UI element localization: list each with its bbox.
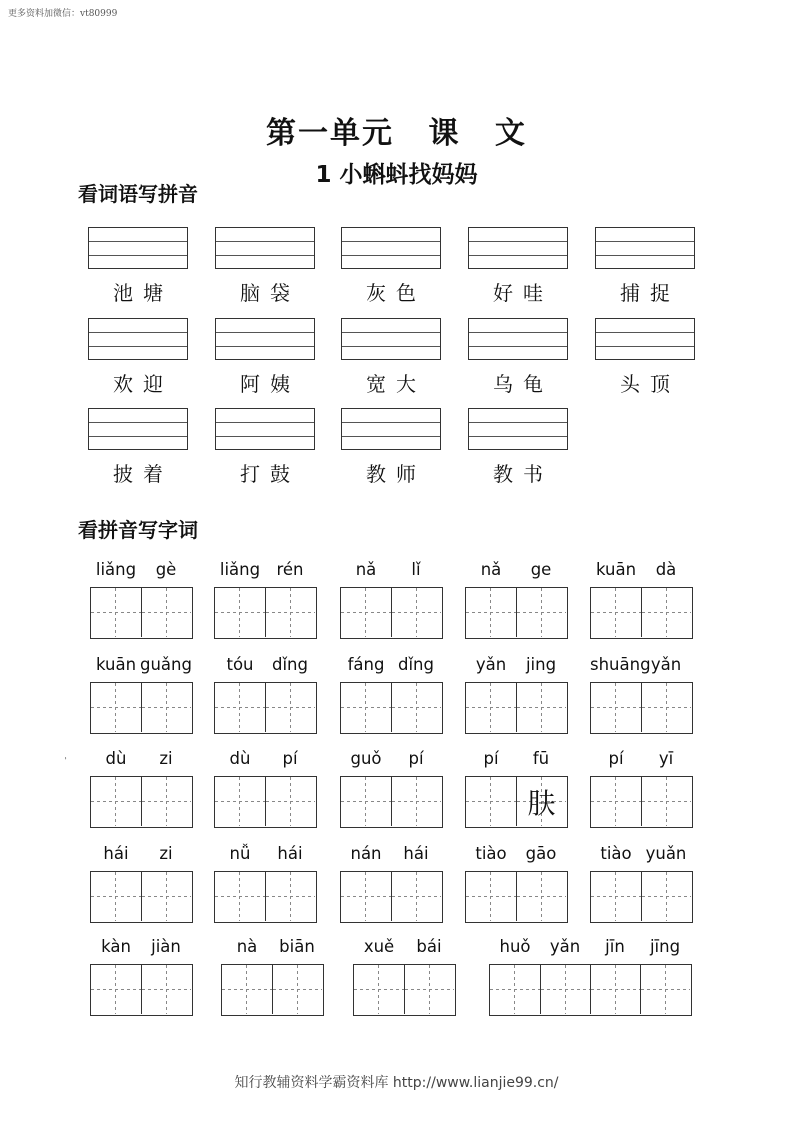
- character-writing-grid: [465, 587, 568, 639]
- character-cell[interactable]: [590, 965, 640, 1014]
- pinyin-label: liǎng: [219, 560, 261, 579]
- pinyin-label: yǎn: [475, 655, 507, 674]
- character-writing-grid: [590, 587, 693, 639]
- pinyin-label: gè: [155, 560, 177, 579]
- character-cell[interactable]: [591, 588, 641, 637]
- pinyin-writing-box[interactable]: [468, 408, 568, 450]
- pinyin-label: ge: [530, 560, 552, 579]
- pinyin-label: rén: [276, 560, 304, 579]
- vocab-word: 头顶: [620, 372, 680, 396]
- character-cell[interactable]: [341, 872, 391, 921]
- character-writing-grid: [90, 587, 193, 639]
- pinyin-label: kuān: [95, 655, 137, 674]
- character-writing-grid: [214, 871, 317, 923]
- vocab-word: 好哇: [493, 281, 553, 305]
- character-cell[interactable]: [141, 965, 191, 1014]
- pinyin-label: jīng: [649, 937, 681, 956]
- pinyin-label: tiào: [600, 844, 632, 863]
- character-cell[interactable]: [265, 872, 315, 921]
- character-writing-grid: [590, 682, 693, 734]
- character-cell[interactable]: [215, 588, 265, 637]
- character-cell[interactable]: [641, 872, 691, 921]
- pinyin-label: yuǎn: [645, 844, 687, 863]
- character-writing-grid: [340, 682, 443, 734]
- character-writing-grid: [590, 871, 693, 923]
- character-writing-grid: [340, 776, 443, 828]
- pinyin-label: nà: [236, 937, 258, 956]
- vocab-word: 阿姨: [240, 372, 300, 396]
- character-cell[interactable]: [272, 965, 322, 1014]
- pinyin-label: fū: [532, 749, 550, 768]
- pinyin-writing-box[interactable]: [341, 408, 441, 450]
- pinyin-writing-box[interactable]: [88, 318, 188, 360]
- pinyin-label: bái: [416, 937, 442, 956]
- pinyin-writing-box[interactable]: [468, 318, 568, 360]
- pinyin-writing-box[interactable]: [341, 227, 441, 269]
- pinyin-label: pí: [282, 749, 298, 768]
- page-title: 第一单元 课 文: [266, 116, 527, 151]
- pinyin-label: gāo: [525, 844, 557, 863]
- character-cell[interactable]: [466, 588, 516, 637]
- pinyin-label: guǒ: [350, 749, 382, 768]
- pinyin-label: biān: [279, 937, 315, 956]
- pinyin-writing-box[interactable]: [215, 318, 315, 360]
- character-cell[interactable]: [591, 777, 641, 826]
- character-cell[interactable]: [404, 965, 454, 1014]
- character-writing-grid: [90, 964, 193, 1016]
- character-cell[interactable]: [265, 683, 315, 732]
- character-cell[interactable]: [591, 872, 641, 921]
- vocab-word: 灰色: [366, 281, 426, 305]
- character-cell[interactable]: [391, 777, 441, 826]
- pinyin-label: xuě: [363, 937, 395, 956]
- character-cell[interactable]: [490, 965, 540, 1014]
- character-writing-grid: [214, 776, 317, 828]
- pinyin-label: pí: [408, 749, 424, 768]
- character-cell[interactable]: [466, 777, 516, 826]
- character-cell[interactable]: [641, 777, 691, 826]
- character-cell[interactable]: [516, 588, 566, 637]
- pinyin-label: pí: [483, 749, 499, 768]
- character-writing-grid: [90, 871, 193, 923]
- pinyin-label: tóu: [226, 655, 254, 674]
- vocab-word: 打鼓: [240, 462, 300, 486]
- pinyin-label: nǎ: [355, 560, 377, 579]
- character-writing-grid: [465, 776, 568, 828]
- character-writing-grid: [340, 587, 443, 639]
- character-cell[interactable]: [91, 683, 141, 732]
- vocab-word: 池塘: [113, 281, 173, 305]
- character-cell[interactable]: [341, 588, 391, 637]
- character-cell[interactable]: [141, 777, 191, 826]
- pinyin-label: dǐng: [272, 655, 308, 674]
- character-writing-grid: [489, 964, 692, 1016]
- character-writing-grid: [590, 776, 693, 828]
- pinyin-label: yǎn: [549, 937, 581, 956]
- pinyin-label: hái: [103, 844, 129, 863]
- character-cell[interactable]: [215, 777, 265, 826]
- character-cell[interactable]: [265, 777, 315, 826]
- character-cell[interactable]: [391, 588, 441, 637]
- character-cell[interactable]: [540, 965, 590, 1014]
- pinyin-label: jiàn: [151, 937, 181, 956]
- pinyin-label: fáng: [347, 655, 385, 674]
- character-cell[interactable]: [91, 777, 141, 826]
- character-cell[interactable]: [354, 965, 404, 1014]
- pinyin-label: nǚ: [229, 844, 251, 863]
- pinyin-writing-box[interactable]: [468, 227, 568, 269]
- character-writing-grid: [465, 682, 568, 734]
- section-heading-write-pinyin: 看词语写拼音: [78, 182, 198, 206]
- character-cell[interactable]: [641, 588, 691, 637]
- character-cell[interactable]: [466, 683, 516, 732]
- vocab-word: 脑袋: [240, 281, 300, 305]
- pinyin-label: pí: [608, 749, 624, 768]
- character-cell[interactable]: [141, 872, 191, 921]
- character-cell[interactable]: [91, 965, 141, 1014]
- character-writing-grid: [465, 871, 568, 923]
- pinyin-label: zi: [159, 749, 173, 768]
- pinyin-label: dù: [229, 749, 251, 768]
- character-cell[interactable]: [516, 683, 566, 732]
- character-cell[interactable]: [641, 683, 691, 732]
- character-cell[interactable]: [391, 872, 441, 921]
- character-writing-grid: [340, 871, 443, 923]
- character-writing-grid: [90, 682, 193, 734]
- pinyin-label: dǐng: [398, 655, 434, 674]
- vocab-word: 教书: [493, 462, 553, 486]
- pinyin-label: tiào: [475, 844, 507, 863]
- stray-mark: ⸒: [64, 749, 68, 760]
- pinyin-label: kàn: [101, 937, 131, 956]
- character-cell[interactable]: [640, 965, 690, 1014]
- pinyin-label: liǎng: [95, 560, 137, 579]
- pinyin-label: kuān: [595, 560, 637, 579]
- pinyin-label: hái: [277, 844, 303, 863]
- pinyin-label: dà: [655, 560, 677, 579]
- character-cell[interactable]: 肤: [516, 777, 566, 826]
- pinyin-label: dù: [105, 749, 127, 768]
- character-writing-grid: [221, 964, 324, 1016]
- vocab-word: 欢迎: [113, 372, 173, 396]
- character-cell[interactable]: [141, 588, 191, 637]
- pinyin-writing-box[interactable]: [215, 227, 315, 269]
- vocab-word: 宽大: [366, 372, 426, 396]
- character-cell[interactable]: [516, 872, 566, 921]
- pinyin-label: yǎn: [650, 655, 682, 674]
- pinyin-label: shuāng: [590, 655, 651, 674]
- footer-source: 知行教辅资料学霸资料库 http://www.lianjie99.cn/: [234, 1075, 559, 1091]
- vocab-word: 教师: [366, 462, 426, 486]
- pinyin-writing-box[interactable]: [88, 227, 188, 269]
- character-cell[interactable]: [91, 588, 141, 637]
- character-cell[interactable]: [141, 683, 191, 732]
- character-cell[interactable]: [466, 872, 516, 921]
- vocab-word: 披着: [113, 462, 173, 486]
- character-cell[interactable]: [341, 683, 391, 732]
- character-cell[interactable]: [265, 588, 315, 637]
- character-cell[interactable]: [215, 683, 265, 732]
- character-cell[interactable]: [591, 683, 641, 732]
- vocab-word: 乌龟: [493, 372, 553, 396]
- pinyin-label: nǎ: [480, 560, 502, 579]
- pinyin-label: yī: [658, 749, 674, 768]
- character-cell[interactable]: [391, 683, 441, 732]
- pinyin-label: hái: [403, 844, 429, 863]
- pinyin-label: jing: [525, 655, 557, 674]
- pinyin-writing-box[interactable]: [595, 318, 695, 360]
- corner-note: 更多资料加微信：vt80999: [8, 9, 118, 19]
- pinyin-writing-box[interactable]: [88, 408, 188, 450]
- character-writing-grid: [214, 587, 317, 639]
- pinyin-label: nán: [350, 844, 382, 863]
- character-writing-grid: [214, 682, 317, 734]
- pinyin-label: huǒ: [499, 937, 531, 956]
- character-cell[interactable]: [222, 965, 272, 1014]
- pinyin-writing-box[interactable]: [595, 227, 695, 269]
- vocab-word: 捕捉: [620, 281, 680, 305]
- character-writing-grid: [353, 964, 456, 1016]
- pinyin-label: zi: [159, 844, 173, 863]
- pinyin-label: jīn: [605, 937, 625, 956]
- pinyin-writing-box[interactable]: [341, 318, 441, 360]
- pinyin-label: guǎng: [140, 655, 192, 674]
- character-cell[interactable]: [215, 872, 265, 921]
- pinyin-label: lǐ: [411, 560, 421, 579]
- character-writing-grid: [90, 776, 193, 828]
- character-cell[interactable]: [341, 777, 391, 826]
- character-cell[interactable]: [91, 872, 141, 921]
- lesson-subtitle: 1 小蝌蚪找妈妈: [315, 162, 478, 188]
- section-heading-write-characters: 看拼音写字词: [78, 518, 198, 542]
- pinyin-writing-box[interactable]: [215, 408, 315, 450]
